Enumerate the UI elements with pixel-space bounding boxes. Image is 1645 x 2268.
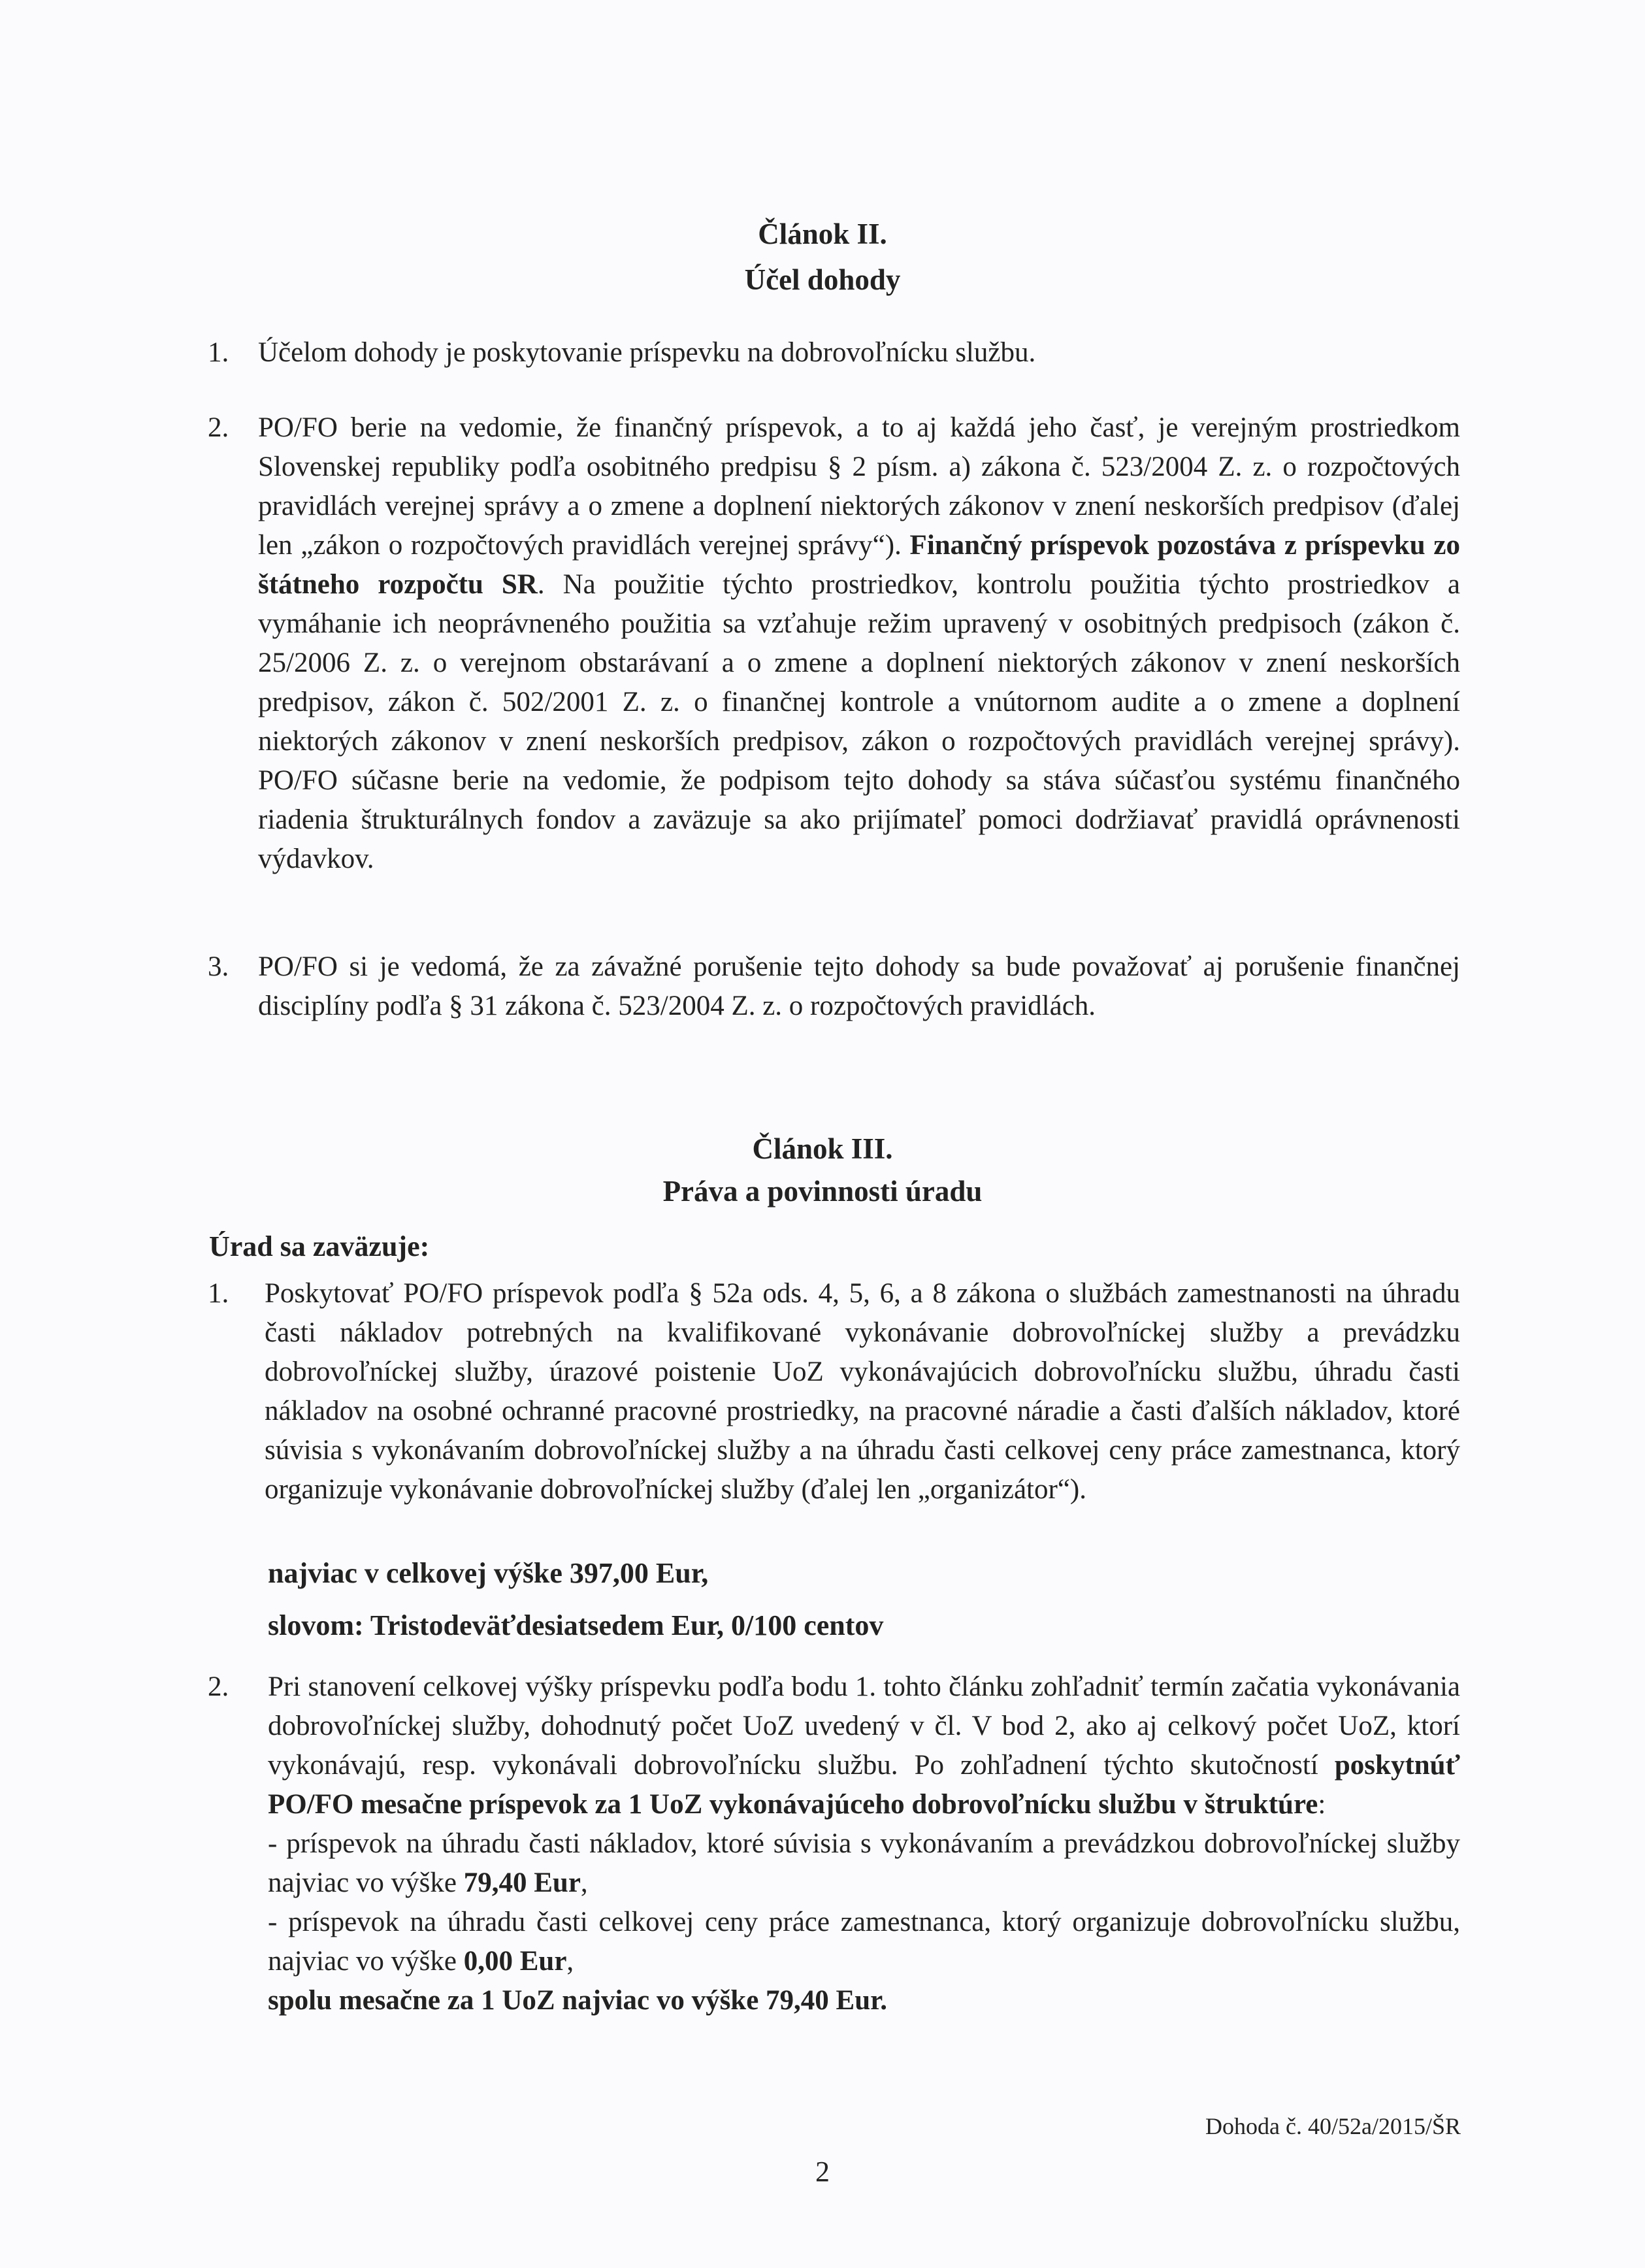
item-bold-text: 0,00 Eur xyxy=(463,1946,567,1977)
contribution-amount-words: slovom: Tristodeväťdesiatsedem Eur, 0/100 centov xyxy=(268,1609,884,1641)
item-text: . Na použitie týchto prostriedkov, kontrolu použitia týchto prostriedkov a vymáhanie ich neoprávneného použitia sa vzťahuje režim upravený v osobitných predpisoch (zákon č. 25/2006 Z. z. o verejnom obstarávaní a o zmene a doplnení niektorých zákonov v znení neskorších predpisov, zákon č. 502/2001 Z. z. o finančnej kontrole a vnútornom audite a o zmene a doplnení niektorých zákonov v znení neskorších predpisov, zákon o rozpočtových pravidlách verejnej správy). PO/FO súčasne berie na vedomie, že podpisom tejto dohody sa stáva súčasťou systému finančného riadenia štrukturálnych fondov a zaväzuje sa ako prijímateľ pomoci dodržiavať pravidlá oprávnenosti výdavkov. xyxy=(258,569,1460,874)
item-number: 1. xyxy=(208,337,229,368)
item-text: : xyxy=(1318,1789,1326,1820)
item-number: 2. xyxy=(208,1671,229,1702)
article-3-item-1: Poskytovať PO/FO príspevok podľa § 52a ods. 4, 5, 6, a 8 zákona o službách zamestnanosti na úhradu časti nákladov potrebných na kvalifikované vykonávanie dobrovoľníckej služby a prevádzku dobrovoľníckej služby, úrazové poistenie UoZ vykonávajúcich dobrovoľnícku službu, úhradu časti nákladov na osobné ochranné pracovné prostriedky, na pracovné náradie a časti ďalších nákladov, ktoré súvisia s vykonávaním dobrovoľníckej služby a na úhradu časti celkovej ceny práce zamestnanca, ktorý organizuje vykonávanie dobrovoľníckej služby (ďalej len „organizátor“). xyxy=(265,1278,1460,1505)
article-3-title: Článok III. xyxy=(752,1132,893,1165)
monthly-total: spolu mesačne za 1 UoZ najviac vo výške 79,40 Eur. xyxy=(268,1985,888,2016)
article-2-item-3: PO/FO si je vedomá, že za závažné porušenie tejto dohody sa bude považovať aj porušenie finančnej disciplíny podľa § 31 zákona č. 523/2004 Z. z. o rozpočtových pravidlách. xyxy=(258,951,1460,1021)
item-bold-text: poskytnúť PO/FO mesačne príspevok za 1 UoZ vykonávajúceho dobrovoľnícku službu v štruktúre xyxy=(268,1750,1460,1820)
item-text: - príspevok na úhradu časti nákladov, ktoré súvisia s vykonávaním a prevádzkou dobrovoľníckej služby najviac vo výške xyxy=(268,1828,1460,1898)
article-2-item-1: Účelom dohody je poskytovanie príspevku na dobrovoľnícku službu. xyxy=(258,337,1036,368)
agreement-reference: Dohoda č. 40/52a/2015/ŠR xyxy=(1205,2113,1461,2139)
item-text: PO/FO berie na vedomie, že finančný príspevok, a to aj každá jeho časť, je verejným prostriedkom Slovenskej republiky podľa osobitného predpisu § 2 písm. a) zákona č. 523/2004 Z. z. o rozpočtových pravidlách verejnej správy a o zmene a doplnení niektorých zákonov v znení neskorších predpisov (ďalej len „zákon o rozpočtových pravidlách verejnej správy“). xyxy=(258,412,1460,561)
item-bold-text: 79,40 Eur xyxy=(463,1867,581,1898)
item-number: 2. xyxy=(208,412,229,443)
article-2-item-2 xyxy=(258,408,1460,879)
page-number: 2 xyxy=(815,2156,830,2188)
item-text: Pri stanovení celkovej výšky príspevku podľa bodu 1. tohto článku zohľadniť termín začatia vykonávania dobrovoľníckej služby, dohodnutý počet UoZ uvedený v čl. V bod 2, ako aj celkový počet UoZ, ktorí vykonávajú, resp. vykonávali dobrovoľnícku službu. Po zohľadnení týchto skutočností xyxy=(268,1671,1460,1781)
article-3-intro: Úrad sa zaväzuje: xyxy=(209,1230,430,1262)
item-text: , xyxy=(580,1867,588,1898)
article-2-title: Článok II. xyxy=(758,218,887,250)
article-3-subtitle: Práva a povinnosti úradu xyxy=(662,1175,983,1208)
contribution-amount: najviac v celkovej výške 397,00 Eur, xyxy=(268,1557,709,1589)
article-2-subtitle: Účel dohody xyxy=(744,263,901,296)
item-text: - príspevok na úhradu časti celkovej ceny práce zamestnanca, ktorý organizuje dobrovoľnícku službu, najviac vo výške xyxy=(268,1907,1460,1977)
item-number: 1. xyxy=(208,1278,229,1309)
item-text: , xyxy=(566,1946,574,1977)
article-3-item-2 xyxy=(268,1668,1460,2020)
item-bold-text: Finančný príspevok pozostáva z príspevku zo štátneho rozpočtu SR xyxy=(258,530,1460,600)
item-number: 3. xyxy=(208,951,229,982)
